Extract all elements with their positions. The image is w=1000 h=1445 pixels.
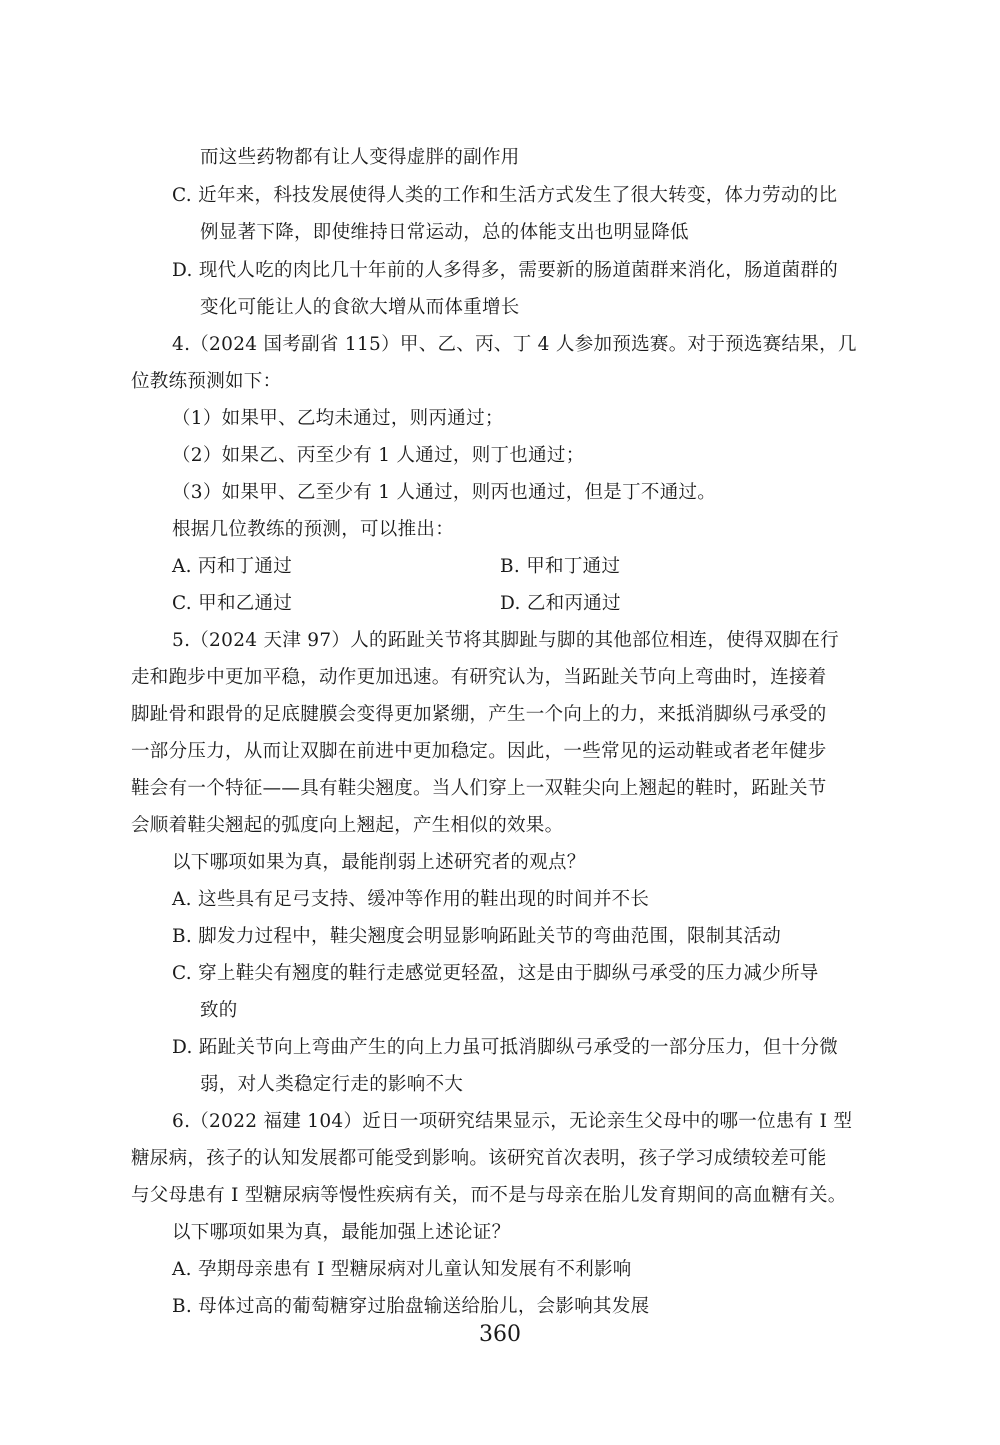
option-b: B. 母体过高的葡萄糖穿过胎盘输送给胎儿，会影响其发展 xyxy=(172,1296,650,1317)
text-line: D. 现代人吃的肉比几十年前的人多得多，需要新的肠道菌群来消化，肠道菌群的 xyxy=(172,260,839,281)
option-c: C. 甲和乙通过 xyxy=(172,593,293,614)
text-line: 以下哪项如果为真，最能加强上述论证？ xyxy=(172,1222,511,1243)
question-5-stem: 5.（2024 天津 97）人的跖趾关节将其脚趾与脚的其他部位相连，使得双脚在行 xyxy=(172,630,840,651)
text-line: 走和跑步中更加平稳，动作更加迅速。有研究认为，当跖趾关节向上弯曲时，连接着 xyxy=(131,667,827,688)
text-line: 弱，对人类稳定行走的影响不大 xyxy=(200,1074,464,1095)
text-line: 位教练预测如下： xyxy=(131,371,282,392)
option-b: B. 甲和丁通过 xyxy=(500,556,621,577)
question-4-stem: 4.（2024 国考副省 115）甲、乙、丙、丁 4 人参加预选赛。对于预选赛结果，几 xyxy=(172,334,857,355)
page-number: 360 xyxy=(479,1322,521,1347)
text-line: 以下哪项如果为真，最能削弱上述研究者的观点？ xyxy=(172,852,586,873)
text-line: 糖尿病，孩子的认知发展都可能受到影响。该研究首次表明，孩子学习成绩较差可能 xyxy=(131,1148,827,1169)
text-line: 例显著下降，即使维持日常运动，总的体能支出也明显降低 xyxy=(200,222,689,243)
option-d: D. 跖趾关节向上弯曲产生的向上力虽可抵消脚纵弓承受的一部分压力，但十分微 xyxy=(172,1037,839,1058)
text-line: 一部分压力，从而让双脚在前进中更加稳定。因此，一些常见的运动鞋或者老年健步 xyxy=(131,741,827,762)
text-line: 脚趾骨和跟骨的足底腱膜会变得更加紧绷，产生一个向上的力，来抵消脚纵弓承受的 xyxy=(131,704,827,725)
text-line: 会顺着鞋尖翘起的弧度向上翘起，产生相似的效果。 xyxy=(131,815,564,836)
option-c: C. 穿上鞋尖有翘度的鞋行走感觉更轻盈，这是由于脚纵弓承受的压力减少所导 xyxy=(172,963,819,984)
question-6-stem: 6.（2022 福建 104）近日一项研究结果显示，无论亲生父母中的哪一位患有 I 型 xyxy=(172,1111,853,1132)
text-line: 致的 xyxy=(200,1000,238,1021)
option-a: A. 这些具有足弓支持、缓冲等作用的鞋出现的时间并不长 xyxy=(172,889,650,910)
option-a: A. 孕期母亲患有 I 型糖尿病对儿童认知发展有不利影响 xyxy=(172,1259,632,1280)
text-line: （2）如果乙、丙至少有 1 人通过，则丁也通过； xyxy=(172,445,585,466)
text-line: 而这些药物都有让人变得虚胖的副作用 xyxy=(200,147,520,168)
option-d: D. 乙和丙通过 xyxy=(500,593,621,614)
text-line: 鞋会有一个特征——具有鞋尖翘度。当人们穿上一双鞋尖向上翘起的鞋时，跖趾关节 xyxy=(131,778,827,799)
text-line: （3）如果甲、乙至少有 1 人通过，则丙也通过，但是丁不通过。 xyxy=(172,482,717,503)
text-line: C. 近年来，科技发展使得人类的工作和生活方式发生了很大转变，体力劳动的比 xyxy=(172,185,838,206)
option-b: B. 脚发力过程中，鞋尖翘度会明显影响跖趾关节的弯曲范围，限制其活动 xyxy=(172,926,782,947)
option-a: A. 丙和丁通过 xyxy=(172,556,293,577)
text-line: 与父母患有 I 型糖尿病等慢性疾病有关，而不是与母亲在胎儿发育期间的高血糖有关。 xyxy=(131,1185,847,1206)
text-line: （1）如果甲、乙均未通过，则丙通过； xyxy=(172,408,504,429)
text-line: 根据几位教练的预测，可以推出： xyxy=(172,519,455,540)
text-line: 变化可能让人的食欲大增从而体重增长 xyxy=(200,297,520,318)
